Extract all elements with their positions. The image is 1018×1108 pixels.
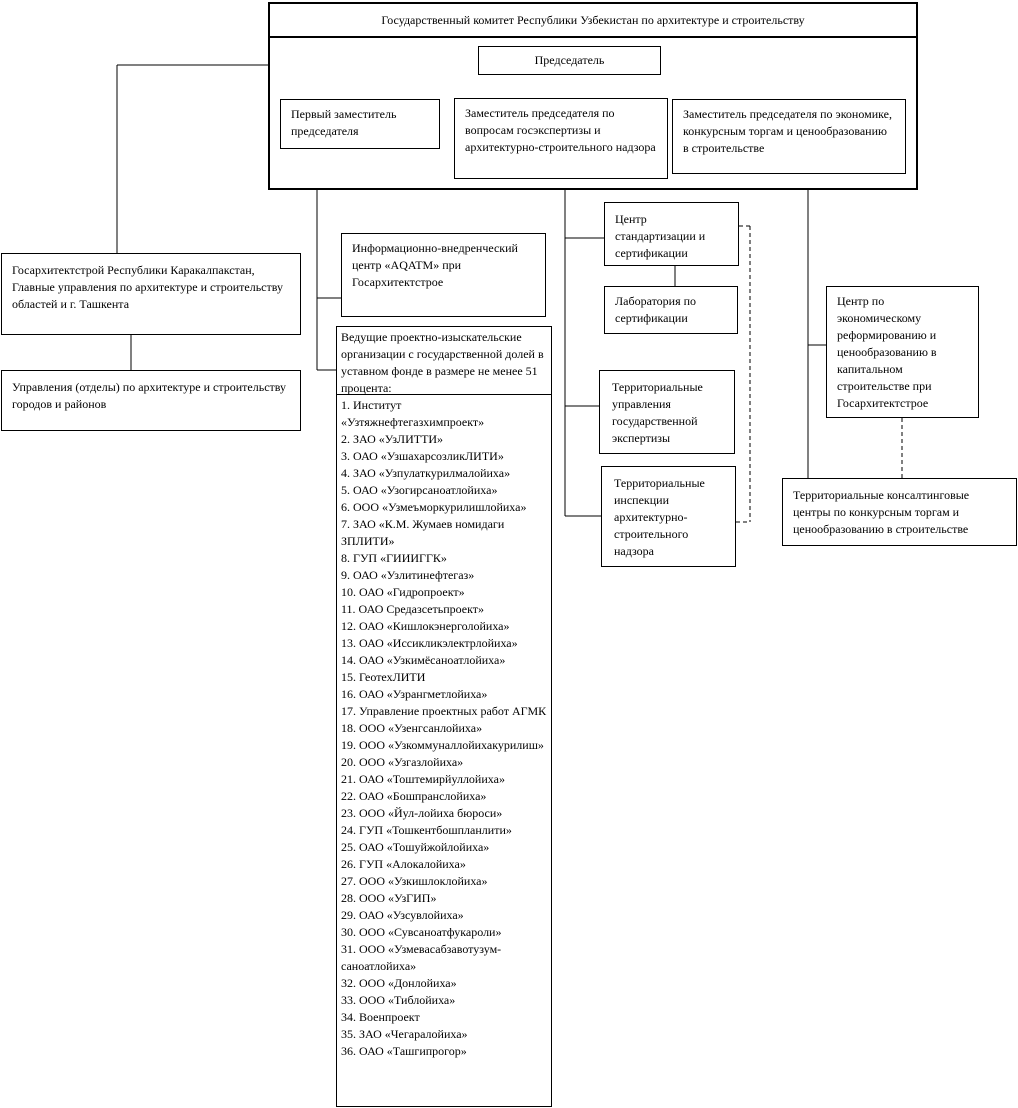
first-deputy-box xyxy=(280,99,440,149)
economics-deputy-box xyxy=(672,99,906,174)
design-org-item: 21. ОАО «Тоштемирйуллойиха» xyxy=(341,772,505,786)
design-org-item: 14. ОАО «Узкимёсаноатлойиха» xyxy=(341,653,506,667)
design-org-item: 7. ЗАО «К.М. Жумаев номидаги ЗПЛИТИ» xyxy=(341,517,505,548)
committee-title-bar xyxy=(268,2,918,38)
design-org-item: 2. ЗАО «УзЛИТТИ» xyxy=(341,432,444,446)
design-org-item: 1. Институт «Узтяжнефтегазхимпроект» xyxy=(341,398,485,429)
committee-title: Государственный комитет Республики Узбекистан по архитектуре и строительству xyxy=(381,12,805,27)
lab-label: Лаборатория по сертификации xyxy=(615,294,697,325)
design-org-item: 5. ОАО «Узогирсаноатлойиха» xyxy=(341,483,498,497)
design-org-item: 15. ГеотехЛИТИ xyxy=(341,670,426,684)
design-org-item: 28. ООО «УзГИП» xyxy=(341,891,437,905)
design-org-item: 6. ООО «Узмеъморкурилишлойиха» xyxy=(341,500,527,514)
design-org-item: 30. ООО «Сувсаноатфукароли» xyxy=(341,925,502,939)
gosarch-box xyxy=(1,253,301,335)
design-org-item: 23. ООО «Йул-лойиха бюроси» xyxy=(341,806,503,820)
expertise-deputy-box xyxy=(454,98,668,179)
reform-center-label: Центр по экономическому реформированию и ценообразованию в капитальном строительстве при Госархитектстрое xyxy=(837,294,937,410)
design-orgs-box xyxy=(336,326,552,1107)
city-departments-box xyxy=(1,370,301,431)
design-org-item: 36. ОАО «Ташгипрогор» xyxy=(341,1044,467,1058)
terr-inspections-label: Территориальные инспекции архитектурно-строительного надзора xyxy=(614,476,705,558)
design-orgs-header xyxy=(337,327,551,395)
terr-inspections-box xyxy=(601,466,736,567)
design-org-item: 31. ООО «Узмевасабзавотузум-саноатлойиха» xyxy=(341,942,502,973)
design-org-item: 22. ОАО «Бошпранслойиха» xyxy=(341,789,487,803)
design-org-item: 25. ОАО «Тошуйжойлойиха» xyxy=(341,840,490,854)
design-org-item: 16. ОАО «Узрангметлойиха» xyxy=(341,687,488,701)
standard-center-label: Центр стандартизации и сертификации xyxy=(615,212,706,260)
city-departments-label: Управления (отделы) по архитектуре и строительству городов и районов xyxy=(12,380,287,411)
design-org-item: 10. ОАО «Гидропроект» xyxy=(341,585,465,599)
first-deputy-label: Первый заместитель председателя xyxy=(291,107,397,138)
design-org-item: 20. ООО «Узгазлойиха» xyxy=(341,755,464,769)
lab-box xyxy=(604,286,738,334)
design-org-item: 35. ЗАО «Чегаралойиха» xyxy=(341,1027,468,1041)
design-org-item: 33. ООО «Тиблойиха» xyxy=(341,993,456,1007)
design-org-item: 13. ОАО «Иссикликэлектрлойиха» xyxy=(341,636,518,650)
design-org-item: 17. Управление проектных работ АГМК xyxy=(341,704,547,718)
design-org-item: 34. Военпроект xyxy=(341,1010,420,1024)
info-center-label: Информационно-внедренческий центр «AQATM» при Госархитектстрое xyxy=(352,241,518,289)
chairman-box xyxy=(478,46,661,75)
design-org-item: 4. ЗАО «Узпулаткурилмалойиха» xyxy=(341,466,511,480)
info-center-box xyxy=(341,233,546,317)
chairman-label: Председатель xyxy=(534,53,605,67)
design-orgs-list xyxy=(337,395,551,1062)
design-org-item: 18. ООО «Узенгсанлойиха» xyxy=(341,721,483,735)
design-org-item: 11. ОАО Средазсетьпроект» xyxy=(341,602,485,616)
consulting-label: Территориальные консалтинговые центры по конкурсным торгам и ценообразованию в строительстве xyxy=(793,488,970,536)
design-org-item: 32. ООО «Донлойиха» xyxy=(341,976,457,990)
consulting-box xyxy=(782,478,1017,546)
design-org-item: 29. ОАО «Узсувлойиха» xyxy=(341,908,464,922)
design-orgs-header-text: Ведущие проектно-изыскательские организации с государственной долей в уставном фонде в размере не менее 51 процента: xyxy=(341,330,544,395)
expertise-deputy-label: Заместитель председателя по вопросам госэкспертизы и архитектурно-строительного надзора xyxy=(465,106,656,154)
design-org-item: 24. ГУП «Тошкентбошпланлити» xyxy=(341,823,512,837)
design-org-item: 3. ОАО «УзшахарсозликЛИТИ» xyxy=(341,449,504,463)
economics-deputy-label: Заместитель председателя по экономике, конкурсным торгам и ценообразованию в строительстве xyxy=(683,107,892,155)
terr-expertise-box xyxy=(599,370,735,454)
design-org-item: 26. ГУП «Алокалойиха» xyxy=(341,857,466,871)
design-org-item: 9. ОАО «Узлитинефтегаз» xyxy=(341,568,475,582)
reform-center-box xyxy=(826,286,979,418)
design-org-item: 12. ОАО «Кишлокэнерголойиха» xyxy=(341,619,510,633)
gosarch-label: Госархитектстрой Республики Каракалпакстан, Главные управления по архитектуре и строительству областей и г. Ташкента xyxy=(12,263,284,311)
terr-expertise-label: Территориальные управления государственной экспертизы xyxy=(612,380,703,445)
standard-center-box xyxy=(604,202,739,266)
design-org-item: 19. ООО «Узкоммуналлойихакурилиш» xyxy=(341,738,544,752)
design-org-item: 27. ООО «Узкишлоклойиха» xyxy=(341,874,488,888)
design-org-item: 8. ГУП «ГИИИГГК» xyxy=(341,551,447,565)
